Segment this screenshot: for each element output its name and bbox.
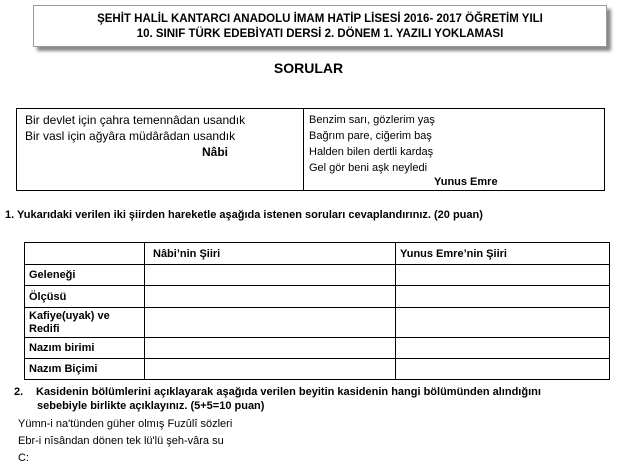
answer-label[interactable]: C: xyxy=(18,452,29,464)
couplet-line: Ebr-i nîsândan dönen tek lü'lü şeh-vâra su xyxy=(18,435,224,447)
answer-cell[interactable] xyxy=(396,308,610,338)
table-header-nabi: Nâbi’nin Şiiri xyxy=(145,243,396,265)
question-2-line: sebebiyle birlikte açıklayınız. (5+5=10 puan) xyxy=(37,400,265,412)
answer-cell[interactable] xyxy=(145,286,396,308)
yunus-author: Yunus Emre xyxy=(434,176,498,188)
exam-title: 10. SINIF TÜRK EDEBİYATI DERSİ 2. DÖNEM 1. YAZILI YOKLAMASI xyxy=(136,28,504,40)
yunus-poem-line: Bağrım pare, ciğerim baş xyxy=(309,130,432,142)
row-label: Geleneği xyxy=(25,265,145,286)
answer-cell[interactable] xyxy=(396,286,610,308)
answer-cell[interactable] xyxy=(145,308,396,338)
answer-cell[interactable] xyxy=(396,265,610,286)
table-row xyxy=(25,308,610,338)
poems-box xyxy=(16,108,605,191)
table-header-empty xyxy=(25,243,145,265)
nabi-poem-line: Bir vasl için ağyâra müdârâdan usandık xyxy=(25,128,236,143)
row-label: Nazım birimi xyxy=(25,338,145,359)
couplet xyxy=(18,416,232,467)
question-2-number: 2. xyxy=(14,386,24,398)
poem-divider xyxy=(303,109,304,190)
yunus-poem xyxy=(309,112,435,176)
table-header-row xyxy=(25,243,610,265)
yunus-poem-line: Gel gör beni aşk neyledi xyxy=(309,162,428,174)
answer-cell[interactable] xyxy=(145,338,396,359)
answer-table xyxy=(24,242,610,380)
answer-cell[interactable] xyxy=(396,338,610,359)
school-title: ŞEHİT HALİL KANTARCI ANADOLU İMAM HATİP LİSESİ 2016- 2017 ÖĞRETİM YILI xyxy=(97,13,543,25)
row-label: Ölçüsü xyxy=(25,286,145,308)
couplet-line: Yümn-i na'tünden güher olmış Fuzûlî sözleri xyxy=(18,418,233,430)
table-row xyxy=(25,338,610,359)
nabi-author: Nâbi xyxy=(202,145,229,159)
nabi-poem-line: Bir devlet için çahra temennâdan usandık xyxy=(25,113,246,127)
page-title: SORULAR xyxy=(273,60,344,76)
question-2-line: Kasidenin bölümlerini açıklayarak aşağıda verilen beyitin kasidenin hangi bölümünden alındığını xyxy=(36,386,541,398)
table-row xyxy=(25,265,610,286)
row-label: Kafiye(uyak) ve Redifi xyxy=(25,308,145,338)
answer-cell[interactable] xyxy=(145,359,396,380)
answer-cell[interactable] xyxy=(396,359,610,380)
nabi-poem xyxy=(25,113,245,144)
yunus-poem-line: Benzim sarı, gözlerim yaş xyxy=(309,114,435,126)
exam-header xyxy=(33,5,607,47)
table-header-yunus: Yunus Emre’nin Şiiri xyxy=(396,243,610,265)
table-row xyxy=(25,286,610,308)
yunus-poem-line: Halden bilen dertli kardaş xyxy=(309,146,434,158)
table-row xyxy=(25,359,610,380)
row-label: Nazım Biçimi xyxy=(25,359,145,380)
question-2 xyxy=(14,385,541,413)
answer-cell[interactable] xyxy=(145,265,396,286)
question-1: 1. Yukarıdaki verilen iki şiirden hareketle aşağıda istenen soruları cevaplandırınız. (20 puan) xyxy=(5,209,483,221)
